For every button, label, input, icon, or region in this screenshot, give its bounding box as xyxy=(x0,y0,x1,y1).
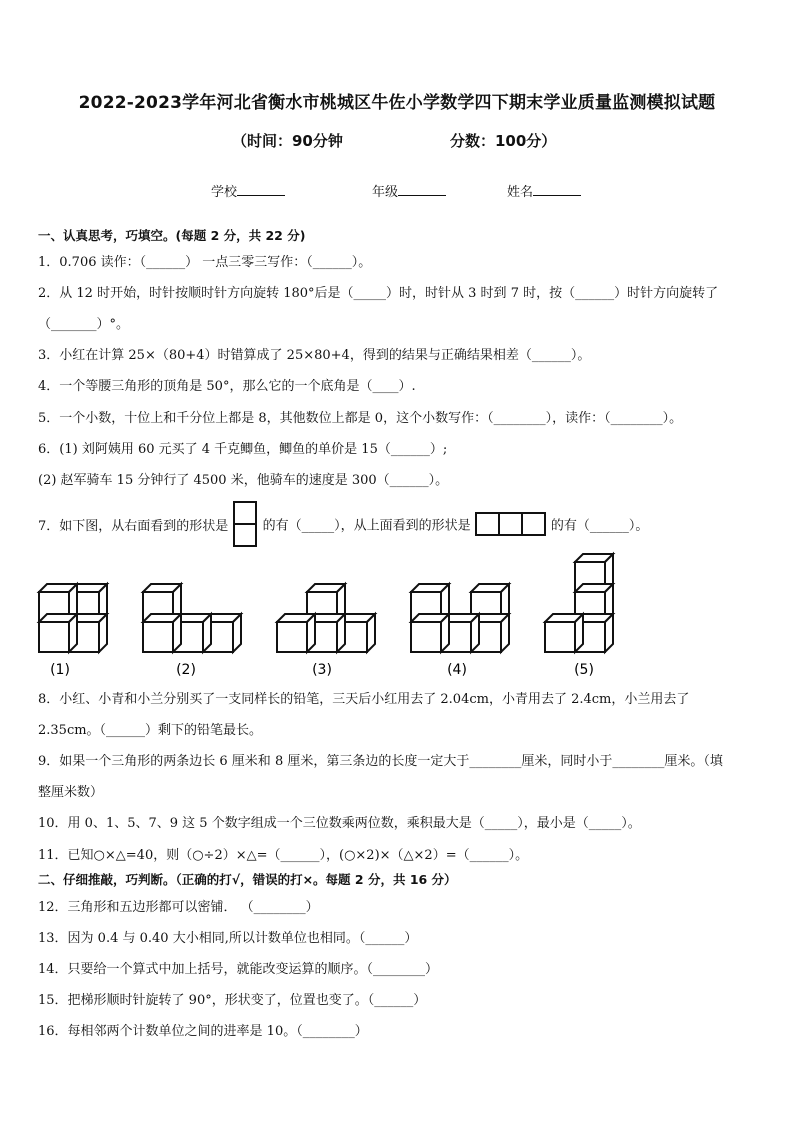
question-11: 11．已知○×△=40，则（○÷2）×△=（______），(○×2)×（△×2）=（______）。 xyxy=(38,848,529,863)
section2-heading: 二、仔细推敲，巧判断。（正确的打√，错误的打×。每题 2 分，共 16 分） xyxy=(38,872,457,887)
question-16: 16．每相邻两个计数单位之间的进率是 10。（________） xyxy=(38,1024,368,1039)
question-6-part1: 6．(1) 刘阿姨用 60 元买了 4 千克鲫鱼，鲫鱼的单价是 15（______）; xyxy=(38,442,448,457)
question-6-part2: (2) 赵军骑车 15 分钟行了 4500 米，他骑车的速度是 300（______）。 xyxy=(38,473,449,488)
question-9: 9．如果一个三角形的两条边长 6 厘米和 8 厘米，第三条边的长度一定大于________厘米，同时小于________厘米。（填 xyxy=(38,754,723,769)
question-9-cont: 整厘米数） xyxy=(38,785,104,800)
figure-1 xyxy=(39,584,107,652)
figure-2 xyxy=(143,584,241,652)
figure-4 xyxy=(411,584,509,652)
top-view-shape xyxy=(475,511,547,537)
name-field[interactable] xyxy=(507,181,581,200)
question-1: 1．0.706 读作：（______） 一点三零三写作：（______）。 xyxy=(38,255,372,270)
figure-5 xyxy=(545,554,613,652)
section1-heading: 一、认真思考，巧填空。(每题 2 分，共 22 分) xyxy=(38,228,306,243)
name-label: 姓名 xyxy=(507,185,534,200)
question-14: 14．只要给一个算式中加上括号，就能改变运算的顺序。（________） xyxy=(38,962,439,977)
question-7-pre: 7．如下图，从右面看到的形状是 xyxy=(38,518,229,534)
question-13: 13．因为 0.4 与 0.40 大小相同,所以计数单位也相同。（______） xyxy=(38,931,418,946)
figure-label-2: (2) xyxy=(176,662,196,678)
grade-field[interactable] xyxy=(372,181,446,200)
question-15: 15．把梯形顺时针旋转了 90°，形状变了，位置也变了。（______） xyxy=(38,993,427,1008)
question-5: 5．一个小数，十位上和千分位上都是 8，其他数位上都是 0，这个小数写作：（________），读作：（________）。 xyxy=(38,411,683,426)
grade-label: 年级 xyxy=(372,185,399,200)
figure-label-1: (1) xyxy=(50,662,70,678)
school-blank[interactable] xyxy=(237,183,285,196)
school-label: 学校 xyxy=(211,185,238,200)
question-10: 10．用 0、1、5、7、9 这 5 个数字组成一个三位数乘两位数，乘积最大是（_____），最小是（_____）。 xyxy=(38,816,641,831)
figure-label-4: (4) xyxy=(447,662,467,678)
question-7 xyxy=(38,500,648,548)
question-7-post: 的有（______）。 xyxy=(550,518,649,534)
right-view-shape xyxy=(232,500,258,548)
name-blank[interactable] xyxy=(533,183,581,196)
figure-3 xyxy=(277,584,375,652)
figure-label-5: (5) xyxy=(574,662,594,678)
question-8: 8．小红、小青和小兰分别买了一支同样长的铅笔，三天后小红用去了 2.04cm，小青用去了 2.4cm，小兰用去了 xyxy=(38,692,690,707)
total-score: 分数：100分） xyxy=(450,132,557,150)
figure-label-3: (3) xyxy=(312,662,332,678)
question-3: 3．小红在计算 25×（80+4）时错算成了 25×80+4，得到的结果与正确结果相差（______）。 xyxy=(38,348,591,363)
time-limit: （时间：90分钟 xyxy=(232,132,343,150)
grade-blank[interactable] xyxy=(398,183,446,196)
question-8-cont: 2.35cm。（______）剩下的铅笔最长。 xyxy=(38,723,263,738)
question-2: 2．从 12 时开始，时针按顺时针方向旋转 180°后是（_____）时，时针从 3 时到 7 时，按（______）时针方向旋转了 xyxy=(38,286,719,301)
question-4: 4．一个等腰三角形的顶角是 50°，那么它的一个底角是（____）. xyxy=(38,379,416,394)
cube-figures xyxy=(0,548,794,678)
exam-title: 2022-2023学年河北省衡水市桃城区牛佐小学数学四下期末学业质量监测模拟试题 xyxy=(78,93,716,113)
question-7-mid: 的有（_____），从上面看到的形状是 xyxy=(262,518,471,534)
school-field[interactable] xyxy=(211,181,285,200)
question-2-cont: （_______）°。 xyxy=(38,317,130,332)
question-12: 12．三角形和五边形都可以密铺． （________） xyxy=(38,900,319,915)
